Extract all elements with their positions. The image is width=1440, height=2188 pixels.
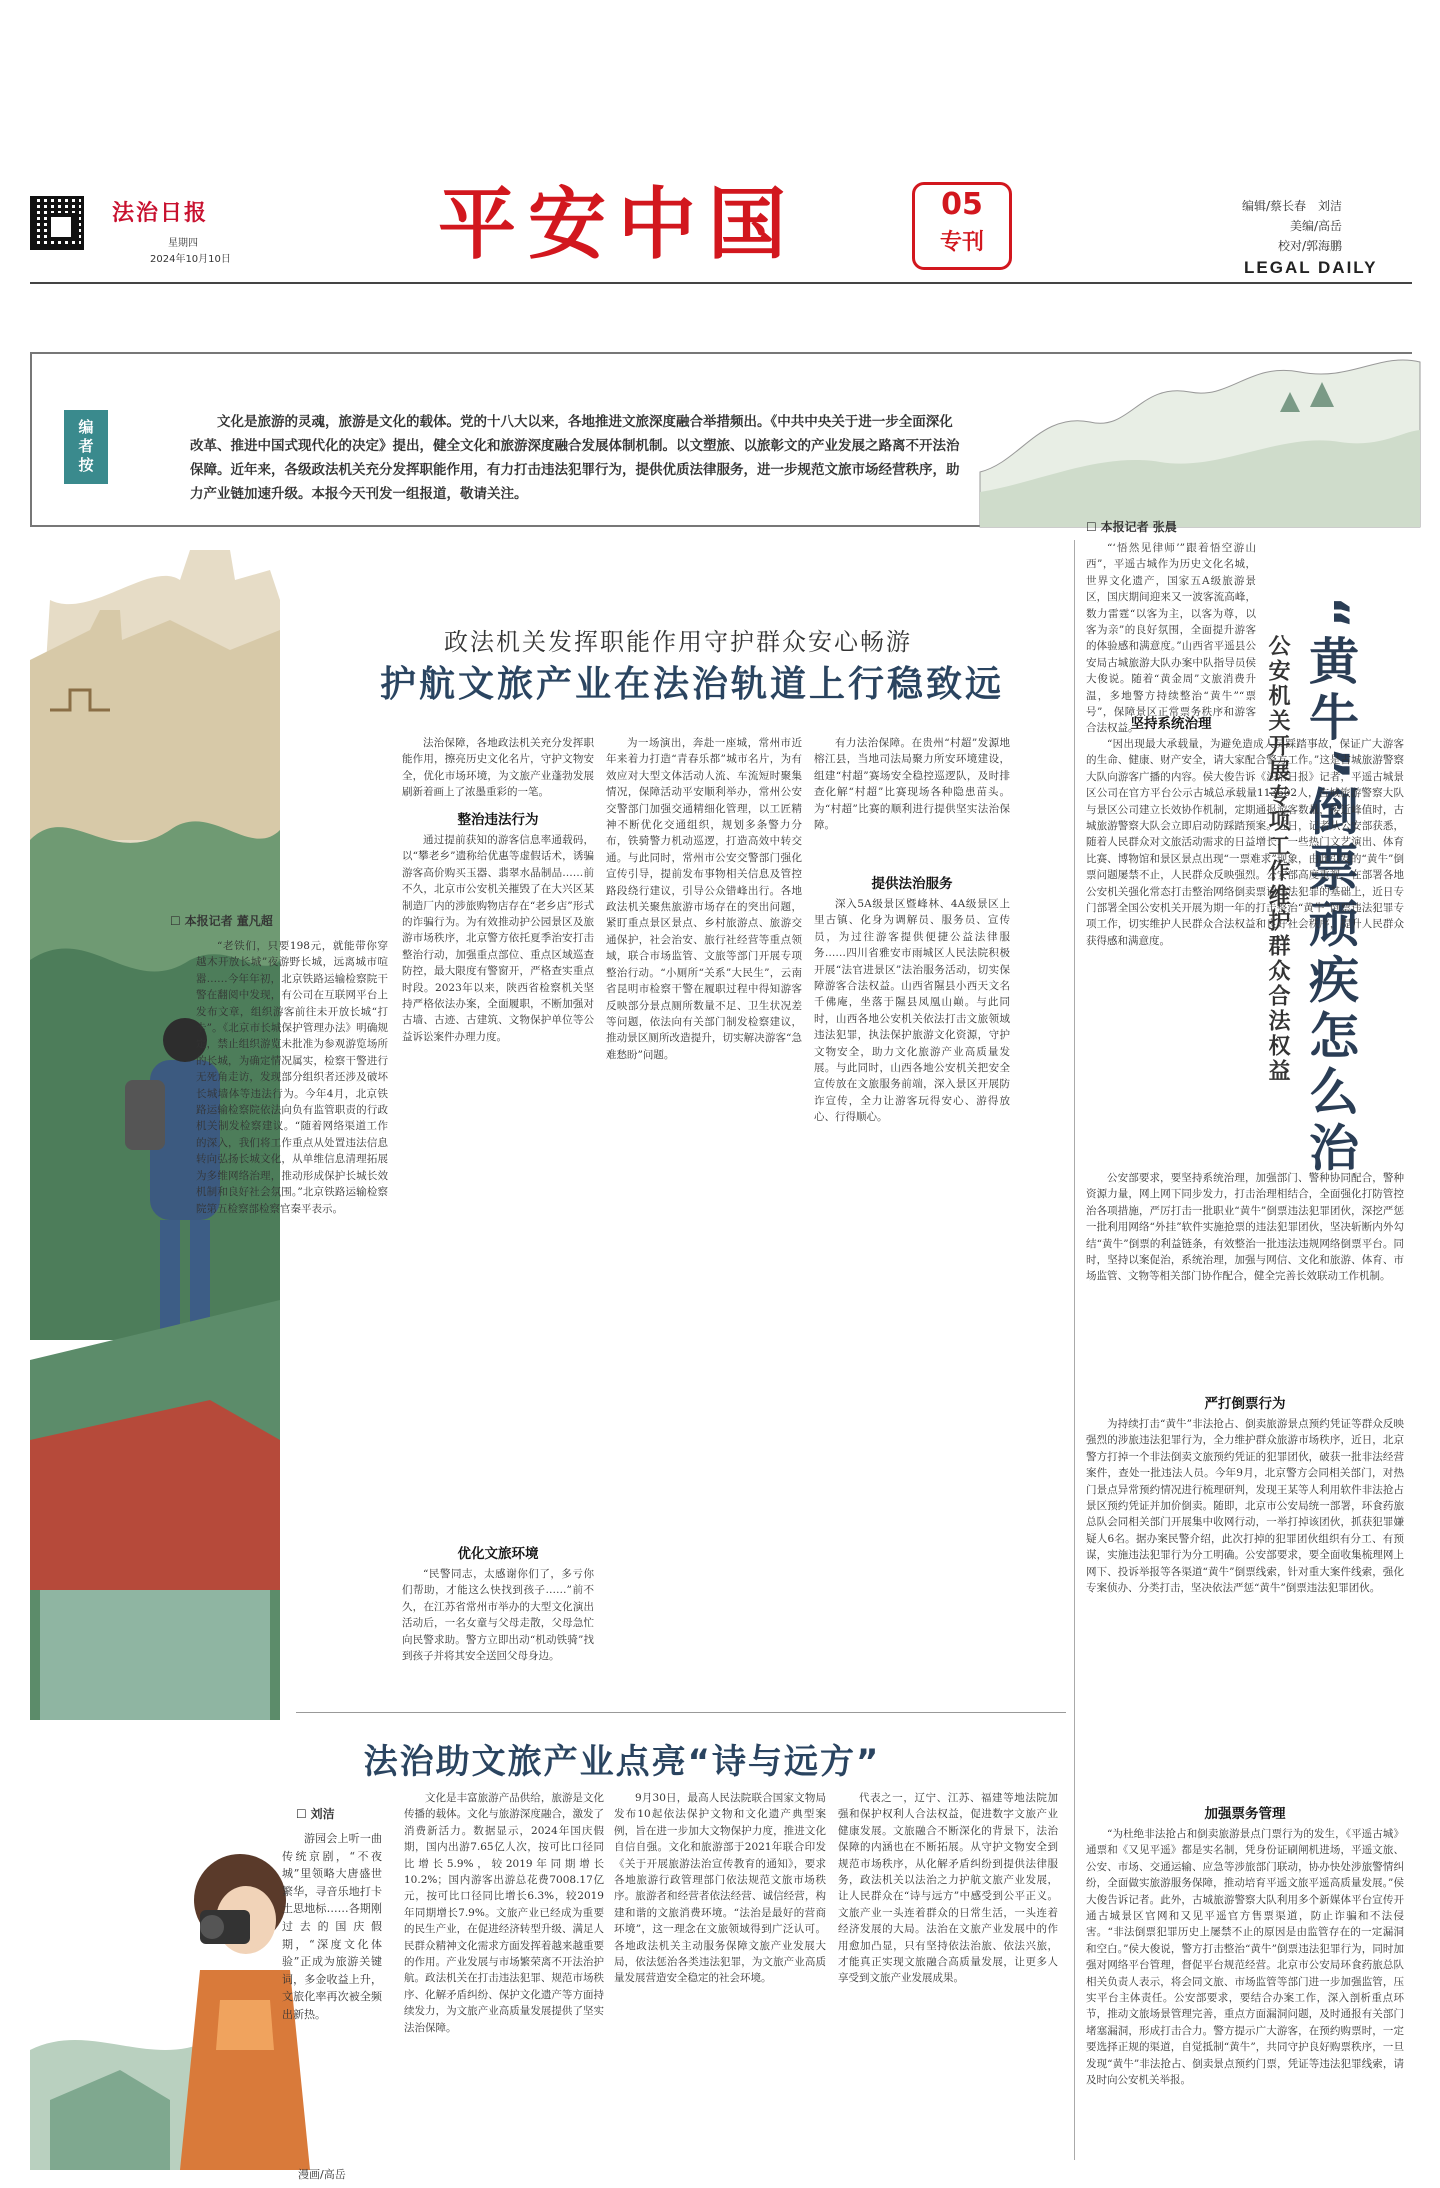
story2-paragraph: “为杜绝非法抢占和倒卖旅游景点门票行为的发生，《平遥古城》通票和《又见平遥》都是实名制，凭身份证刷闸机进场，平遥文旅、公安、市场、交通运输、应急等涉旅部门联动，协办快处涉旅警情纠纷，全面做实旅游服务保障，推动培育平遥文旅平遥高质量发展。”侯大俊告诉记者。此外，古城旅游警察大队利用多个新媒体平台宣传开通古城景区官网和又见平遥官方售票渠道，防止诈骗和不法侵害。“非法倒票犯罪历史上屡禁不止的原因是由监管存在的一定漏洞和空白。”侯大俊说，警方打击整治“黄牛”倒票违法犯罪行为，同时加强对网络平台管理，督促平台规范经营。北京市公安局环食药旅总队相关负责人表示，将会同文旅、市场监管等部门进一步加强监管，压实平台主体责任。公安部要求，要结合办案工作，深入剖析重点环节，推动文旅场景管理完善，重点方面漏洞问题，及时通报有关部门堵塞漏洞，形成打击合力。警方提示广大游客，在预约购票时，一定要选择正规的渠道，自觉抵制“黄牛”，共同守护良好购票秩序，一旦发现“黄牛”非法抢占、倒卖景点预约门票，凭证等违法犯罪线索，请及时向公安机关举报。 xyxy=(1086,1828,1404,2087)
story3-paragraph: 游园会上听一曲传统京剧，“不夜城”里领略大唐盛世繁华，寻音乐地打卡土思地标……各期刚过去的国庆假期，“深度文化体验”正成为旅游关键词，多金收益上升，文旅化率再次被全频出新热。 xyxy=(282,1832,382,2021)
story2-paragraph: “‘悟然见律师’”跟着悟空游山西”，平遥古城作为历史文化名城，世界文化遗产，国家五A级旅游景区，国庆期间迎来又一波客流高峰，数力雷霆“以客为主，以客为尊，以客为亲”的良好氛围，全面提升游客的体验感和满意度。”山西省平遥县公安局古城旅游大队办案中队指导员侯大俊说。随着“黄金周”文旅消费升温，多地警方持续整治“黄牛”“票号”，保障景区正常票务秩序和游客合法权益。 xyxy=(1086,542,1256,735)
story1-column-3 xyxy=(606,735,802,1697)
story1-section-heading: 整治违法行为 xyxy=(457,812,539,828)
story1-paragraph: 深入5A级景区暨峰林、4A级景区上里古镇、化身为调解员、服务员、宣传员，为过往游客提供便捷公益法律服务……四川省雅安市雨城区人民法院积极开展“法官进景区”法治服务活动，切实保障游客合法权益。山西省隰县小西天文名千佛庵，坐落于隰县凤凰山巅。与此同时，山西各地公安机关依法打击文旅领域违法犯罪，执法保护旅游文化资源，守护文物安全，助力文化旅游产业高质量发展。与此同时，山西各地公安机关把安全宣传放在文旅服务前端，深入景区开展防诈宣传，全力让游客玩得安心、游得放心、行得顺心。 xyxy=(814,898,1010,1124)
editor-note-text: 文化是旅游的灵魂，旅游是文化的载体。党的十八大以来，各地推进文旅深度融合举措频出。《中共中央关于进一步全面深化改革、推进中国式现代化的决定》提出，健全文化和旅游深度融合发展体制机制。以文塑旅、以旅彰文的产业发展之路离不开法治保障。近年来，各级政法机关充分发挥职能作用，有力打击违法犯罪行为，提供优质法律服务，进一步规范文旅市场经营秩序，助力产业链加速升级。本报今天刊发一组报道，敬请关注。 xyxy=(190,414,960,502)
story2-column-b xyxy=(1086,1416,1404,1788)
story1-paragraph: 有力法治保障。在贵州“村超”发源地榕江县，当地司法局聚力所安环境建设，组建“村超”赛场安全稳控巡逻队，及时排查化解“村超”比赛现场各种隐患苗头。为“村超”比赛的顺利进行提供坚实法治保障。 xyxy=(814,737,1010,832)
editor-credit: 编辑/蔡长春 刘洁 xyxy=(1241,199,1342,213)
story3-column-4 xyxy=(838,1790,1058,2160)
story2-section-heading: 坚持系统治理 xyxy=(1130,716,1212,732)
story1-paragraph: “民警同志，太感谢你们了，多亏你们帮助，才能这么快找到孩子……”前不久，在江苏省常州市举办的大型文化演出活动后，一名女童与父母走散，父母急忙向民警求助。警方立即出动“机动铁骑”找到孩子并将其安全送回父母身边。 xyxy=(402,1568,594,1663)
story2-column-a2 xyxy=(1086,1170,1404,1385)
story1-section-heading: 提供法治服务 xyxy=(871,876,953,892)
legal-daily-logo: LEGAL DAILY xyxy=(1244,258,1378,277)
editor-credits xyxy=(1192,196,1342,256)
story3-column-3 xyxy=(614,1790,826,2160)
story2-column-a xyxy=(1086,736,1404,1166)
editor-credit: 美编/高岳 xyxy=(1289,219,1342,233)
mountain-illustration xyxy=(980,352,1420,527)
story1-title: 护航文旅产业在法治轨道上行稳致远 xyxy=(379,664,1004,705)
qr-code xyxy=(30,196,84,250)
column-divider xyxy=(1074,540,1075,2160)
story1-column-1 xyxy=(196,938,388,1698)
page-badge xyxy=(912,182,1012,270)
masthead-divider xyxy=(30,282,1412,284)
story3-paragraph: 代表之一，辽宁、江苏、福建等地法院加强和保护权利人合法权益，促进数字文旅产业健康发展。文旅融合不断深化的背景下，法治保障的内涵也在不断拓展。从守护文物安全到规范市场秩序，从化解矛盾纠纷到提供法律服务，政法机关以法治之力护航文旅产业发展，让人民群众在“诗与远方”中感受到公平正义。文旅产业一头连着群众的日常生活，一头连着经济发展的大局。法治在文旅产业发展中的作用愈加凸显，只有坚持依法治旅、依法兴旅，才能真正实现文旅融合高质量发展，让更多人享受到文旅产业发展成果。 xyxy=(838,1792,1058,1985)
story1-column-4 xyxy=(814,896,1010,1696)
story2-title: “黄牛”倒票顽疾怎么治 xyxy=(1301,596,1359,1178)
newspaper-brand: 法治日报 xyxy=(112,200,209,226)
story2-column-c xyxy=(1086,1826,1404,2166)
story3-title: 法治助文旅产业点亮“诗与远方” xyxy=(363,1742,881,1782)
story2-paragraph: “因出现最大承载量，为避免造成人员踩踏事故，保证广大游客的生命、健康、财产安全，请大家配合警方工作。”这是古城旅游警察大队向游客广播的内容。侯大俊告诉《法治日报》记者，平遥古城景区公司在官方平台公示古城总承载量113602人，古城旅游警察大队与景区公司建立长效协作机制，定期通报游客数量，接近峰值时，古城旅游警察大队会立即启动防踩踏预案。近日，记者从公安部获悉，随着人民群众对文旅活动需求的日益增长，一些热门文艺演出、体育比赛、博物馆和景区景点出现“一票难求”现象，由此引发的“黄牛”倒票问题屡禁不止，人民群众反映强烈。公安部高度重视，在部署各地公安机关强化常态打击整治网络倒卖票证违法犯罪的基础上，近日专门部署全国公安机关开展为期一年的打击整治“黄牛”倒票违法犯罪专项工作，切实维护人民群众合法权益和良好社会秩序，提升人民群众获得感和满意度。 xyxy=(1086,738,1404,947)
story2-paragraph: 公安部要求，要坚持系统治理，加强部门、警种协同配合，警种资源力量，网上网下同步发力，打击治理相结合，全面强化打防管控治各项措施，严厉打击一批职业“黄牛”倒票违法犯罪团伙，深挖严惩一批利用网络“外挂”软件实施抢票的违法犯罪团伙，坚决斩断内外勾结“黄牛”倒票的利益链条，有效整治一批违法违规网络倒票平台。同时，坚持以案促治，系统治理，加强与网信、文化和旅游、体育、市场监管、文物等相关部门协作配合，健全完善长效联动工作机制。 xyxy=(1086,1172,1404,1283)
section-divider xyxy=(296,1712,1066,1713)
story3-column-1 xyxy=(282,1830,382,2150)
story1-paragraph: 通过提前获知的游客信息率通载码，以“攀老乡”遗称给优惠等虚假话术，诱骗游客高价购买玉器、翡翠水晶制品……前不久，北京市公安机关摧毁了在大兴区某制造厂内的涉旅购物店存在“老乡店”形式的诈骗行为。为有效推动护公园景区及旅游市场秩序，北京警方依托夏季治安打击整治行动，加强重点部位、重点区域巡查防控，最大限度有警窗开，严格查实重点时段。2023年以来，陕西省检察机关坚持严格依法办案，全面履职，不断加强对古墙、古迹、古建筑、文物保护单位等公益诉讼案件办理力度。 xyxy=(402,834,594,1043)
illustration-caption: 漫画/高岳 xyxy=(298,2168,346,2181)
editor-note-label: 编者按 xyxy=(64,410,108,484)
story1-column-2 xyxy=(402,832,594,1532)
page-title: 平安中国 xyxy=(438,180,799,270)
story2-subtitle: 公安机关开展专项工作维护群众合法权益 xyxy=(1265,634,1290,1084)
story1-paragraph: 法治保障，各地政法机关充分发挥职能作用，擦亮历史文化名片，守护文物安全，优化市场环境，为文旅产业蓬勃发展刷新着画上了浓墨重彩的一笔。 xyxy=(402,737,594,799)
story2-byline: ☐ 本报记者 张晨 xyxy=(1086,518,1177,535)
story1-byline: ☐ 本报记者 董凡超 xyxy=(170,912,273,929)
story3-column-2 xyxy=(404,1790,604,2160)
story3-byline: ☐ 刘洁 xyxy=(296,1805,335,1822)
story1-paragraph: “老铁们，只要198元，就能带你穿越木开放长城”夜游野长城，远离城市喧嚣……今年年初，北京铁路运输检察院干警在翻阅中发现，有公司在互联网平台上发布文章，组织游客前往未开放长城“打卡”。《北京市长城保护管理办法》明确规定，禁止组织游览未批准为参观游览场所的长城，为确定情况属实，检察干警进行无死角走访，发现部分组织者还涉及破坏长城墙体等违法行为。今年4月，北京铁路运输检察院依法向负有监管职责的行政机关制发检察建议。“随着网络渠道工作的深入，我们将工作重点从处置违法信息转向弘扬长城文化，从单维信息清理拓展为多维网络治理，推动形成保护长城长效机制和良好社会氛围。”北京铁路运输检察院第五检察部检察官秦平表示。 xyxy=(196,940,388,1215)
editor-credit: 校对/郭海鹏 xyxy=(1277,239,1342,253)
story2-paragraph: 为持续打击“黄牛”非法抢占、倒卖旅游景点预约凭证等群众反映强烈的涉旅违法犯罪行为，全力维护群众旅游市场秩序，近日，北京警方打掉一个非法倒卖文旅预约凭证的犯罪团伙，破获一批非法经营案件，查处一批违法人员。今年9月，北京警方会同相关部门，对热门景点异常预约情况进行梳理研判，发现王某等人利用软件非法抢占景区预约凭证并加价倒卖。随即，北京市公安局统一部署，环食药旅总队会同相关部门开展集中收网行动，一举打掉该团伙，抓获犯罪嫌疑人6名。据办案民警介绍，此次打掉的犯罪团伙组织有分工、有预谋，实施违法犯罪行为分工明确。公安部要求，要全面收集梳理网上网下、投诉举报等各渠道“黄牛”倒票线索，针对重大案件线索，强化专案侦办、分类打击，坚决依法严惩“黄牛”倒票违法犯罪团伙。 xyxy=(1086,1418,1404,1595)
story1-column-4-top xyxy=(814,735,1010,857)
story1-column-2-bottom xyxy=(402,1566,594,1696)
story3-paragraph: 文化是丰富旅游产品供给，旅游是文化传播的载体。文化与旅游深度融合，激发了消费新活力。数据显示，2024年国庆假期，国内出游7.65亿人次，按可比口径同比增长5.9%，较2019年同期增长10.2%；国内游客出游总花费7008.17亿元，按可比口径同比增长6.3%，较2019年同期增长7.9%。文旅产业已经成为重要的民生产业，在促进经济转型升级、满足人民群众精神文化需求方面发挥着越来越重要的作用。产业发展与市场繁荣离不开法治护航。政法机关在打击违法犯罪、规范市场秩序、化解矛盾纠纷、保护文化遗产等方面持续发力，为文旅产业高质量发展提供了坚实法治保障。 xyxy=(404,1792,604,2034)
publication-day: 星期四 xyxy=(168,238,198,249)
page-kind: 专刊 xyxy=(939,230,984,255)
story2-section-heading: 严打倒票行为 xyxy=(1204,1396,1286,1412)
story2-section-heading: 加强票务管理 xyxy=(1204,1806,1286,1822)
story1-paragraph: 为一场演出，奔赴一座城，常州市近年来着力打造“青春乐都”城市名片，为有效应对大型文体活动人流、车流短时聚集情况，保障活动平安顺利举办，常州公安交警部门加强交通精细化管理，以工匠精神不断优化交通组织，规划多条警力分布，铁骑警力机动巡逻，打造高效中转交通。与此同时，常州市公安交警部门强化宣传引导，提前发布事物相关信息及管控路段绕行建议，引导公众错峰出行。各地政法机关聚焦旅游市场存在的突出问题，紧盯重点景区景点、乡村旅游点、旅游交通保护，社会治安、旅行社经营等重点领域，联合市场监管、文旅等部门开展专项整治行动。“小厕所“关系”大民生”，云南省昆明市检察干警在履职过程中得知游客反映部分景点厕所数量不足、卫生状况差等问题，依法向有关部门制发检察建议，推动景区厕所改造提升，切实解决游客“急难愁盼”问题。 xyxy=(606,737,802,1061)
page-number: 05 xyxy=(941,187,983,222)
story1-section-heading: 优化文旅环境 xyxy=(457,1546,539,1562)
story3-paragraph: 9月30日，最高人民法院联合国家文物局发布10起依法保护文物和文化遗产典型案例，旨在进一步加大文物保护力度，推进文化自信自强。文化和旅游部于2021年联合印发《关于开展旅游法治宣传教育的通知》，要求各地旅游行政管理部门依法规范文旅市场秩序。旅游者和经营者依法经营、诚信经营，构建和谐的文旅消费环境。“法治是最好的营商环境”，这一理念在文旅领域得到广泛认可。各地政法机关主动服务保障文旅产业发展大局，依法惩治各类违法犯罪，为文旅产业高质量发展营造安全稳定的社会环境。 xyxy=(614,1792,826,1985)
story1-subtitle: 政法机关发挥职能作用守护群众安心畅游 xyxy=(444,628,912,656)
publication-date: 2024年10月10日 xyxy=(150,254,231,265)
